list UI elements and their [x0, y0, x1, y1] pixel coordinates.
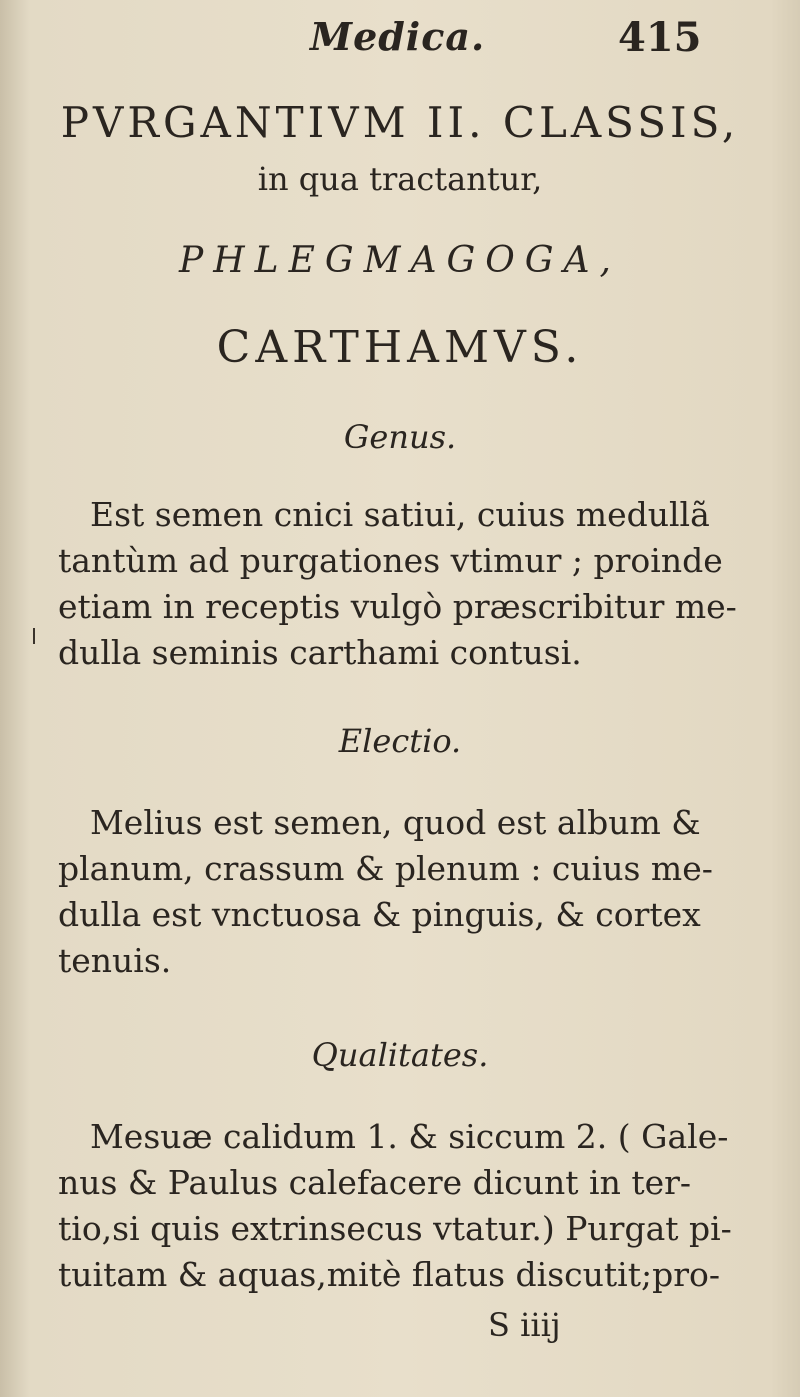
margin-mark: [33, 628, 35, 644]
text-line: planum, crassum & plenum : cuius me-: [58, 849, 713, 888]
class-title: PVRGANTIVM II. CLASSIS,: [60, 98, 740, 147]
paragraph-electio: [58, 800, 748, 984]
text-line: nus & Paulus calefacere dicunt in ter-: [58, 1163, 692, 1202]
text-line: Melius est semen, quod est album &: [90, 803, 701, 842]
paragraph-qualitates: [58, 1114, 748, 1298]
section-heading-genus: Genus.: [343, 418, 457, 456]
page-number: 415: [618, 14, 702, 61]
plant-heading: CARTHAMVS.: [216, 322, 584, 373]
section-heading-qualitates: Qualitates.: [311, 1036, 489, 1074]
running-head: [0, 14, 800, 64]
text-line: tantùm ad purgationes vtimur ; proinde: [58, 541, 723, 580]
text-line: Est semen cnici satiui, cuius medullã: [90, 495, 710, 534]
text-line: tio,si quis extrinsecus vtatur.) Purgat pi-: [58, 1209, 732, 1248]
text-line: tenuis.: [58, 941, 172, 980]
class-subtitle: in qua tractantur,: [257, 160, 543, 198]
text-line: dulla est vnctuosa & pinguis, & cortex: [58, 895, 701, 934]
paragraph-genus: [58, 492, 748, 676]
section-heading-electio: Electio.: [338, 722, 462, 760]
category-heading: PHLEGMAGOGA,: [179, 240, 621, 281]
running-title: Medica.: [310, 14, 486, 59]
text-line: tuitam & aquas,mitè flatus discutit;pro-: [58, 1255, 721, 1294]
signature-mark: S iiij: [488, 1306, 561, 1344]
text-line: Mesuæ calidum 1. & siccum 2. ( Gale-: [90, 1117, 729, 1156]
text-line: etiam in receptis vulgò præscribitur me-: [58, 587, 737, 626]
text-line: dulla seminis carthami contusi.: [58, 633, 582, 672]
